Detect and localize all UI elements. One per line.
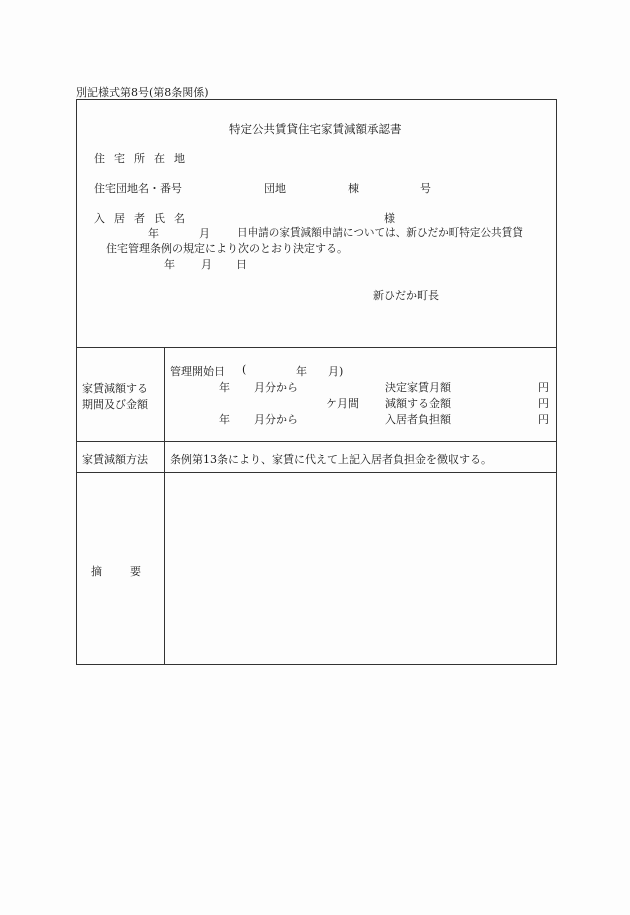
row3-month-from: 月分から bbox=[254, 413, 298, 426]
row1-month-from: 月分から bbox=[254, 381, 298, 394]
issuer: 新ひだか町長 bbox=[373, 289, 439, 302]
resident-label: 入居者氏名 bbox=[94, 212, 194, 225]
method-label: 家賃減額方法 bbox=[82, 453, 148, 466]
complex-unit-building: 棟 bbox=[348, 182, 359, 195]
row1-unit: 円 bbox=[538, 381, 549, 394]
summary-content[interactable] bbox=[166, 474, 554, 663]
complex-label: 住宅団地名・番号 bbox=[94, 182, 182, 195]
row2-months: ケ月間 bbox=[326, 397, 359, 410]
row1-year: 年 bbox=[219, 381, 230, 394]
date-day: 日 bbox=[236, 258, 247, 271]
divider-method-summary bbox=[76, 472, 557, 473]
address-label: 住宅所在地 bbox=[94, 152, 194, 165]
row1-item: 決定家賃月額 bbox=[385, 381, 451, 394]
row2-unit: 円 bbox=[538, 397, 549, 410]
row3-unit: 円 bbox=[538, 413, 549, 426]
row3-year: 年 bbox=[219, 413, 230, 426]
divider-period-method bbox=[76, 441, 557, 442]
method-text: 条例第13条により、家賃に代えて上記入居者負担金を徴収する。 bbox=[170, 453, 492, 466]
date-month: 月 bbox=[201, 258, 212, 271]
divider-notice-period bbox=[76, 347, 557, 348]
body-line-1: 日申請の家賃減額申請については、新ひだか町特定公共賃貸 bbox=[237, 227, 523, 239]
label-column-divider bbox=[164, 347, 165, 665]
body-date-year: 年 bbox=[148, 227, 159, 240]
body-line-2: 住宅管理条例の規定により次のとおり決定する。 bbox=[106, 242, 348, 255]
mgmt-start-label: 管理開始日 bbox=[170, 365, 225, 378]
body-date-month: 月 bbox=[199, 227, 210, 240]
complex-unit-danchi: 団地 bbox=[264, 182, 286, 195]
honorific: 様 bbox=[384, 212, 395, 225]
notice-title: 特定公共賃貸住宅家賃減額承認書 bbox=[229, 122, 402, 136]
mgmt-open-paren: ( bbox=[242, 363, 247, 376]
date-year: 年 bbox=[164, 258, 175, 271]
mgmt-year: 年 bbox=[296, 365, 307, 378]
complex-unit-room: 号 bbox=[420, 182, 431, 195]
mgmt-month-close: 月) bbox=[328, 365, 344, 378]
form-reference: 別記様式第8号(第8条関係) bbox=[76, 86, 209, 99]
summary-label: 摘要 bbox=[91, 565, 169, 578]
row2-item: 減額する金額 bbox=[385, 397, 451, 410]
row3-item: 入居者負担額 bbox=[385, 413, 451, 426]
period-label-line-1: 家賃減額する bbox=[82, 382, 148, 395]
period-label-line-2: 期間及び金額 bbox=[82, 398, 148, 411]
